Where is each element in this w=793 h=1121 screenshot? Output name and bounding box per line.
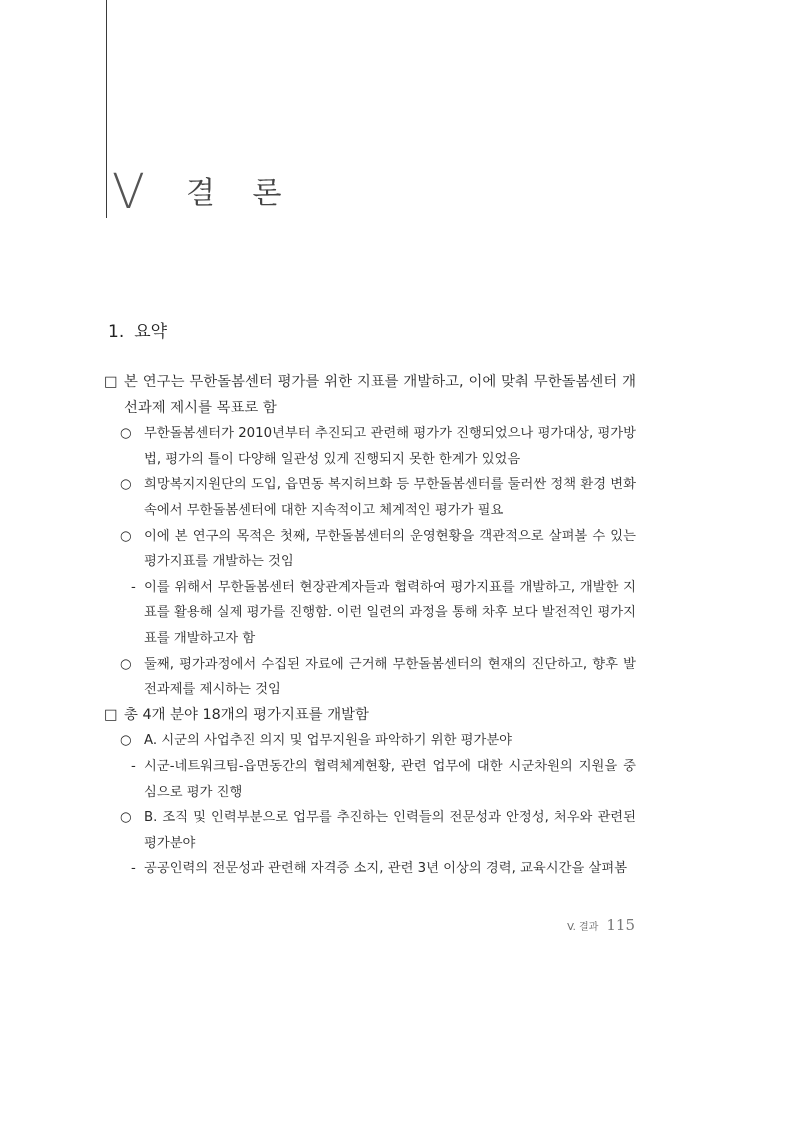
summary-content: [104, 370, 636, 882]
list-item: [104, 370, 636, 421]
section-title: 요약: [134, 322, 168, 342]
circle-bullet-icon: ○: [120, 426, 132, 442]
item-text: 본 연구는 무한돌봄센터 평가를 위한 지표를 개발하고, 이에 맞춰 무한돌봄센터 개선과제 제시를 목표로 함: [124, 374, 636, 416]
footer-chapter-label: V. 결과: [567, 922, 599, 933]
list-item: [104, 856, 636, 882]
chapter-divider-line: [106, 0, 107, 218]
item-text: 총 4개 분야 18개의 평가지표를 개발함: [124, 706, 369, 723]
dash-bullet: -: [131, 758, 136, 774]
item-text: 이를 위해서 무한돌봄센터 현장관계자들과 협력하여 평가지표를 개발하고, 개발한 지표를 활용해 실제 평가를 진행함. 이런 일련의 과정을 통해 차후 보다 발전적인 평가지표를 개발하고자 함: [144, 579, 636, 646]
item-text: 이에 본 연구의 목적은 첫째, 무한돌봄센터의 운영현황을 객관적으로 살펴볼 수 있는 평가지표를 개발하는 것임: [144, 528, 636, 570]
chapter-title: 결 론: [186, 176, 296, 211]
item-text: 둘째, 평가과정에서 수집된 자료에 근거해 무한돌봄센터의 현재의 진단하고, 향후 발전과제를 제시하는 것임: [144, 656, 636, 698]
list-item: [104, 421, 636, 472]
list-item: [104, 728, 636, 754]
dash-bullet: -: [131, 861, 136, 877]
item-text: 희망복지지원단의 도입, 읍면동 복지허브화 등 무한돌봄센터를 둘러싼 정책 환경 변화 속에서 무한돌봄센터에 대한 지속적이고 체계적인 평가가 필요: [144, 477, 636, 518]
circle-bullet-icon: ○: [120, 656, 132, 672]
list-item: [104, 575, 636, 652]
list-item: [104, 754, 636, 805]
chapter-number: V: [112, 164, 145, 220]
box-bullet-icon: □: [104, 706, 118, 723]
section-number: 1.: [108, 322, 125, 342]
circle-bullet-icon: ○: [120, 477, 132, 493]
page-number: 115: [606, 916, 635, 934]
item-text: B. 조직 및 인력부분으로 업무를 추진하는 인력들의 전문성과 안정성, 처우와 관련된 평가분야: [144, 810, 636, 851]
list-item: [104, 652, 636, 703]
list-item: [104, 703, 636, 729]
item-text: 무한돌봄센터가 2010년부터 추진되고 관련해 평가가 진행되었으나 평가대상, 평가방법, 평가의 틀이 다양해 일관성 있게 진행되지 못한 한계가 있었음: [144, 426, 636, 467]
circle-bullet-icon: ○: [120, 528, 132, 544]
circle-bullet-icon: ○: [120, 810, 132, 826]
circle-bullet-icon: ○: [120, 733, 132, 749]
list-item: [104, 524, 636, 575]
page-footer: [567, 915, 635, 938]
box-bullet-icon: □: [104, 374, 118, 390]
list-item: [104, 472, 636, 523]
item-text: 시군-네트워크팀-읍면동간의 협력체계현황, 관련 업무에 대한 시군차원의 지원을 중심으로 평가 진행: [144, 758, 636, 800]
list-item: [104, 805, 636, 856]
section-heading: [108, 320, 167, 344]
item-text: 공공인력의 전문성과 관련해 자격증 소지, 관련 3년 이상의 경력, 교육시간을 살펴봄: [144, 861, 628, 877]
dash-bullet: -: [131, 579, 136, 595]
item-text: A. 시군의 사업추진 의지 및 업무지원을 파악하기 위한 평가분야: [144, 733, 513, 749]
